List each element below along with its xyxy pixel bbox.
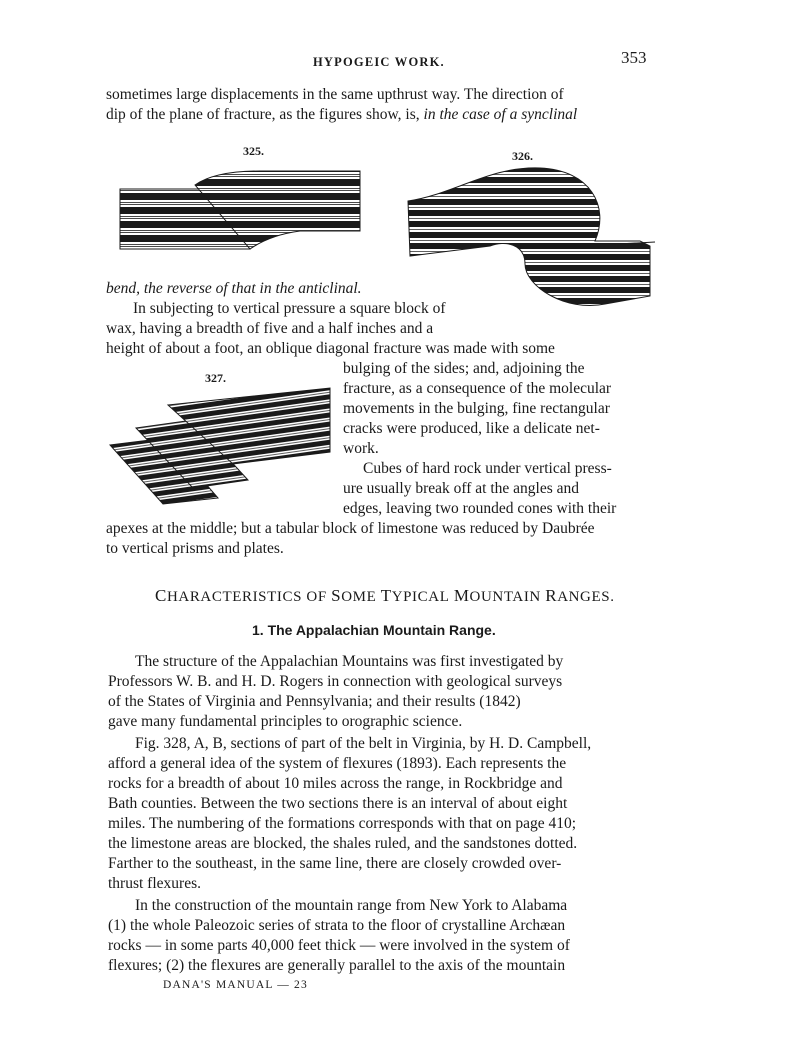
text-line: gave many fundamental principles to orographic science. — [108, 713, 463, 730]
figure-325-illustration — [120, 165, 360, 265]
text-line: Farther to the southeast, in the same line, there are closely crowded over- — [108, 855, 562, 872]
text-line: to vertical prisms and plates. — [106, 540, 284, 557]
text-line: rocks for a breadth of about 10 miles across the range, in Rockbridge and — [108, 775, 563, 792]
text-line: sometimes large displacements in the same upthrust way. The direction of — [106, 86, 564, 103]
text-line: Cubes of hard rock under vertical press- — [363, 460, 612, 477]
text-line: afford a general idea of the system of flexures (1893). Each represents the — [108, 755, 567, 772]
figure-327-label: 327. — [205, 371, 226, 385]
text-line: In the construction of the mountain range from New York to Alabama — [135, 897, 568, 914]
text-line: In subjecting to vertical pressure a square block of — [133, 300, 446, 317]
text-line: bulging of the sides; and, adjoining the — [343, 360, 585, 377]
text-line: apexes at the middle; but a tabular block of limestone was reduced by Daubrée — [106, 520, 595, 537]
text-line: edges, leaving two rounded cones with their — [343, 500, 617, 517]
text-line: Fig. 328, A, B, sections of part of the belt in Virginia, by H. D. Campbell, — [135, 735, 592, 752]
figure-327-illustration — [108, 380, 333, 505]
figure-325-label: 325. — [243, 144, 264, 158]
text-line: wax, having a breadth of five and a half inches and a — [106, 320, 434, 337]
text-line: work. — [343, 440, 379, 457]
text-line: movements in the bulging, fine rectangular — [343, 400, 610, 417]
text-line: thrust flexures. — [108, 875, 201, 892]
footer-signature: DANA'S MANUAL — 23 — [163, 979, 308, 991]
text-line: bend, the reverse of that in the anticlinal. — [106, 280, 362, 297]
text-line: miles. The numbering of the formations corresponds with that on page 410; — [108, 815, 577, 832]
figure-326-illustration — [405, 166, 660, 316]
text-line: of the States of Virginia and Pennsylvania; and their results (1842) — [108, 693, 521, 710]
text-line: Professors W. B. and H. D. Rogers in connection with geological surveys — [108, 673, 563, 690]
text-line: (1) the whole Paleozoic series of strata to the floor of crystalline Archæan — [108, 917, 566, 934]
figure-326-label: 326. — [512, 149, 533, 163]
section-subtitle: 1. The Appalachian Mountain Range. — [252, 622, 496, 638]
text-line: cracks were produced, like a delicate net- — [343, 420, 600, 437]
page-number: 353 — [621, 48, 647, 67]
text-line: dip of the plane of fracture, as the figures show, is, in the case of a synclinal — [106, 106, 578, 123]
text-line: height of about a foot, an oblique diagonal fracture was made with some — [106, 340, 555, 357]
text-line: the limestone areas are blocked, the shales ruled, and the sandstones dotted. — [108, 835, 578, 852]
text-line: fracture, as a consequence of the molecular — [343, 380, 612, 397]
text-line: rocks — in some parts 40,000 feet thick — were involved in the system of — [108, 937, 570, 954]
running-title: HYPOGEIC WORK. — [313, 55, 445, 69]
text-line: Bath counties. Between the two sections there is an interval of about eight — [108, 795, 568, 812]
text-line: flexures; (2) the flexures are generally parallel to the axis of the mountain — [108, 957, 566, 974]
section-heading: CHARACTERISTICS OF SOME TYPICAL MOUNTAIN RANGES. — [155, 586, 615, 605]
text-line: ure usually break off at the angles and — [343, 480, 580, 497]
text-line: The structure of the Appalachian Mountains was first investigated by — [135, 653, 564, 670]
